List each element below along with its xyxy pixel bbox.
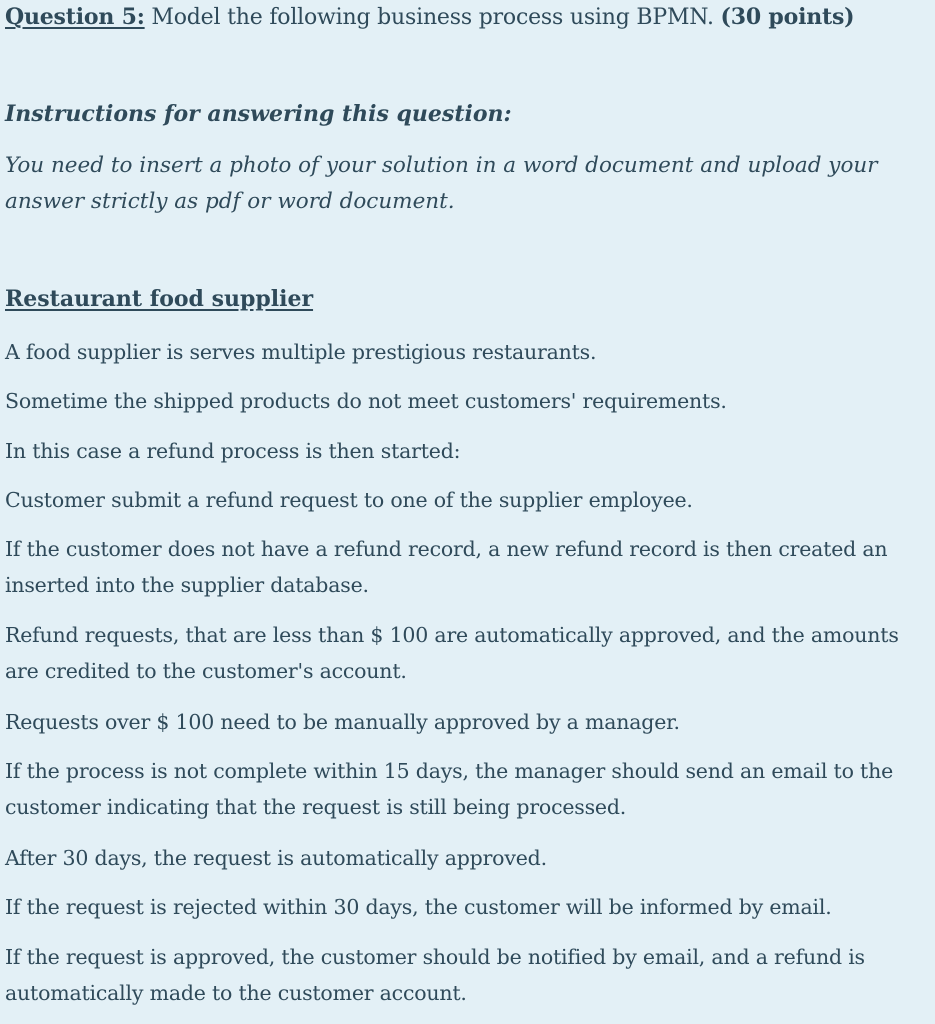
paragraph: A food supplier is serves multiple prestigious restaurants.	[5, 340, 597, 364]
paragraph: Customer submit a refund request to one of the supplier employee.	[5, 488, 693, 512]
paragraph: In this case a refund process is then started:	[5, 439, 461, 463]
paragraph: If the process is not complete within 15 days, the manager should send an email to the customer indicating that the request is still being processed.	[5, 759, 894, 819]
question-label: Question 5:	[5, 4, 145, 30]
paragraph: If the customer does not have a refund record, a new refund record is then created an inserted into the supplier database.	[5, 537, 888, 597]
question-heading	[5, 4, 854, 30]
paragraph: If the request is rejected within 30 days, the customer will be informed by email.	[5, 895, 832, 919]
paragraph: Sometime the shipped products do not meet customers' requirements.	[5, 389, 727, 413]
question-text: Model the following business process using BPMN.	[144, 5, 721, 30]
instructions-title: Instructions for answering this question:	[5, 101, 512, 127]
paragraph: If the request is approved, the customer should be notified by email, and a refund is automatically made to the customer account.	[5, 945, 865, 1005]
question-points: (30 points)	[720, 4, 855, 30]
paragraph: After 30 days, the request is automatically approved.	[5, 846, 547, 870]
paragraph: Refund requests, that are less than $ 100 are automatically approved, and the amounts are credited to the customer's account.	[5, 623, 899, 683]
section-title: Restaurant food supplier	[5, 286, 314, 312]
paragraph: Requests over $ 100 need to be manually approved by a manager.	[5, 710, 680, 734]
instructions-text: You need to insert a photo of your solution in a word document and upload your answer strictly as pdf or word document.	[5, 153, 878, 214]
